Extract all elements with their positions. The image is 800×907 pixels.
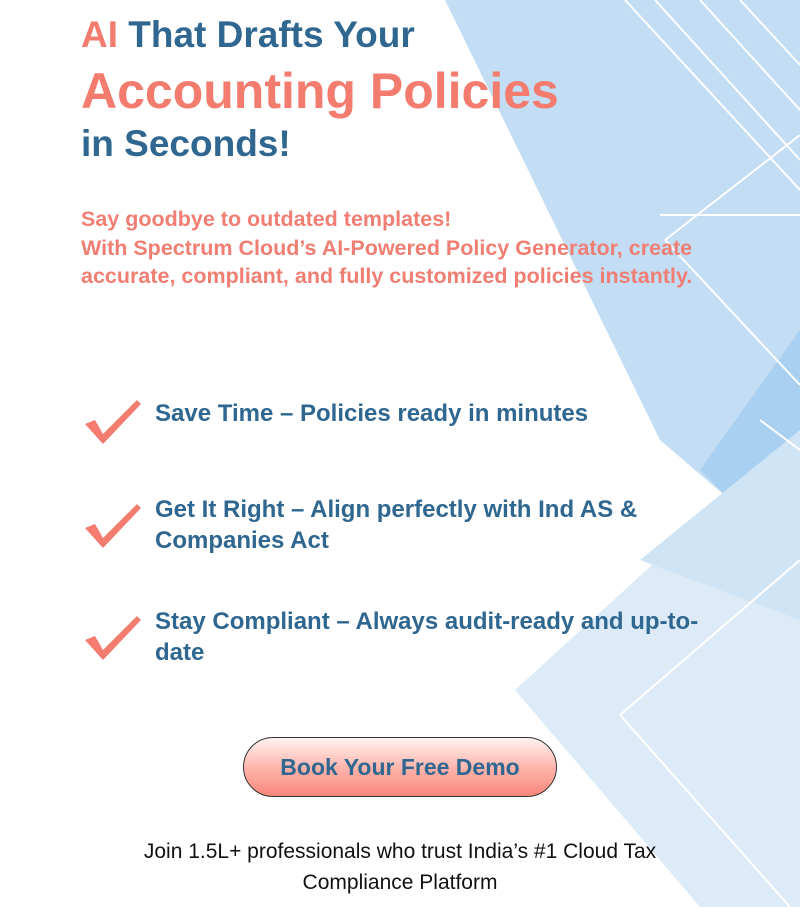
checkmark-icon [83, 398, 143, 446]
checkmark-icon [83, 614, 143, 662]
headline-line-1-rest: That Drafts Your [128, 14, 415, 55]
headline-ai: AI [81, 14, 118, 55]
checkmark-icon [83, 502, 143, 550]
subtitle [81, 205, 721, 291]
subtitle-line-1: Say goodbye to outdated templates! [81, 207, 452, 231]
headline-line-2: Accounting Policies [81, 63, 559, 119]
headline-line-1 [81, 14, 415, 56]
headline-line-3: in Seconds! [81, 123, 291, 164]
feature-text: Stay Compliant – Always audit-ready and up-to-date [155, 608, 699, 666]
footer-text [0, 836, 800, 898]
footer-text-content: Join 1.5L+ professionals who trust India’s #1 Cloud Tax Compliance Platform [143, 840, 657, 894]
feature-text: Save Time – Policies ready in minutes [155, 400, 589, 427]
book-demo-button[interactable]: Book Your Free Demo [243, 737, 557, 797]
feature-text: Get It Right – Align perfectly with Ind AS & Companies Act [155, 496, 638, 554]
subtitle-line-2: With Spectrum Cloud’s AI-Powered Policy Generator, create accurate, compliant, and fully customized policies instantly. [81, 235, 693, 288]
